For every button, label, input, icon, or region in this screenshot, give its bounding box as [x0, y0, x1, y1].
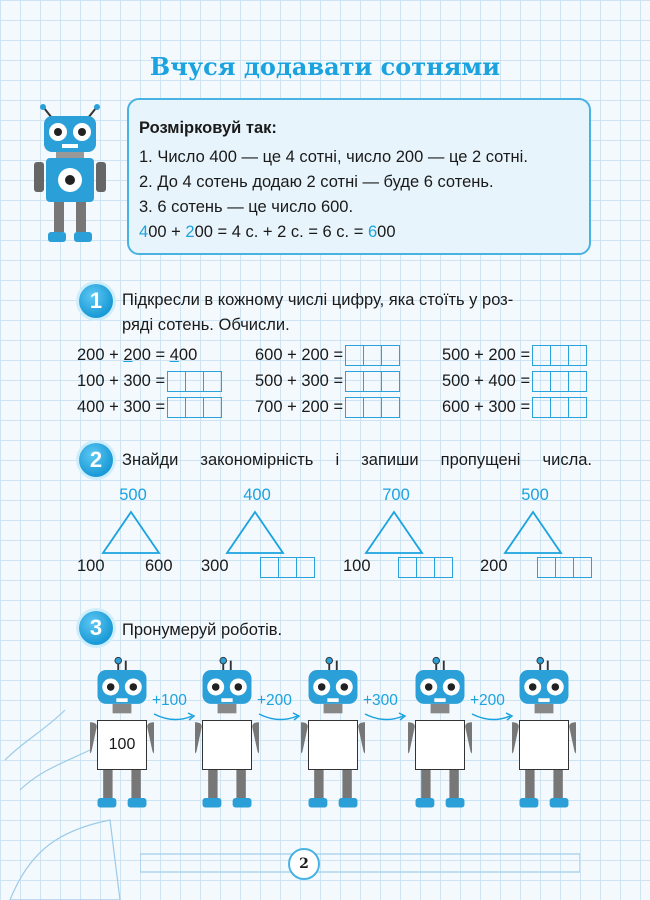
task-2-number: 2: [79, 443, 113, 477]
page-number: 2: [288, 848, 320, 880]
task-1-expr-8: 700 + 200 =: [255, 396, 400, 418]
triangle-3-shape: [364, 510, 424, 555]
step-arrow-3-icon: [363, 710, 409, 724]
triangle-1-shape: [101, 510, 161, 555]
ruler-icon: [140, 852, 580, 874]
task-1-number: 1: [79, 284, 113, 318]
step-arrow-1-icon: [152, 710, 198, 724]
page-title: Вчуся додавати сотнями: [149, 52, 501, 81]
robot-3-number-box[interactable]: [308, 720, 358, 770]
task-1-text-line1: Підкресли в кожному числі цифру, яка стоїть у роз-: [122, 291, 514, 309]
triangle-2-answer-cells[interactable]: [260, 557, 315, 578]
step-label-1: +100: [152, 692, 187, 709]
hint-line-2: 2. До 4 сотень додаю 2 сотні — буде 6 сотень.: [139, 173, 494, 191]
step-arrow-2-icon: [257, 710, 303, 724]
hint-line-3: 3. 6 сотень — це число 600.: [139, 198, 354, 216]
task-1-expr-1: 200 + 2 00 = 4 00: [77, 346, 198, 364]
robot-4-number-box[interactable]: [415, 720, 465, 770]
answer-cells[interactable]: [532, 345, 587, 366]
book-decoration-icon: [0, 700, 130, 900]
hint-example: 400 + 200 = 4 с. + 2 с. = 6 с. = 600: [139, 223, 396, 241]
task-3-number: 3: [79, 611, 113, 645]
task-1-expr-7: 400 + 300 =: [77, 396, 222, 418]
robot-1-number-box[interactable]: 100: [97, 720, 147, 770]
step-label-4: +200: [470, 692, 505, 709]
step-arrow-4-icon: [470, 710, 516, 724]
answer-cells[interactable]: [167, 371, 222, 392]
step-label-3: +300: [363, 692, 398, 709]
robot-5-number-box[interactable]: [519, 720, 569, 770]
answer-cells[interactable]: [345, 371, 400, 392]
answer-cells[interactable]: [532, 397, 587, 418]
task-3-text: Пронумеруй роботів.: [122, 621, 283, 639]
hint-heading: Розмірковуй так:: [139, 119, 277, 137]
triangle-4-top: 500: [521, 486, 549, 504]
triangle-4-shape: [503, 510, 563, 555]
triangle-2-shape: [225, 510, 285, 555]
answer-cells[interactable]: [345, 345, 400, 366]
step-label-2: +200: [257, 692, 292, 709]
task-1-expr-4: 100 + 300 =: [77, 370, 222, 392]
task-1-text: [122, 288, 592, 338]
triangle-3-top: 700: [382, 486, 410, 504]
triangle-3-left: 100: [343, 557, 371, 575]
triangle-2-top: 400: [243, 486, 271, 504]
answer-cells[interactable]: [167, 397, 222, 418]
task-2-text: Знайди закономірність і запиши пропущені числа.: [122, 451, 592, 469]
task-1-expr-2: 600 + 200 =: [255, 344, 400, 366]
task-1-text-line2: ряді сотень. Обчисли.: [122, 316, 290, 334]
triangle-4-answer-cells[interactable]: [537, 557, 592, 578]
task-1-expr-6: 500 + 400 =: [442, 370, 587, 392]
triangle-2-left: 300: [201, 557, 229, 575]
hint-line-1: 1. Число 400 — це 4 сотні, число 200 — це 2 сотні.: [139, 148, 528, 166]
triangle-4-left: 200: [480, 557, 508, 575]
triangle-3-answer-cells[interactable]: [398, 557, 453, 578]
robot-2-number-box[interactable]: [202, 720, 252, 770]
task-1-expr-9: 600 + 300 =: [442, 396, 587, 418]
answer-cells[interactable]: [345, 397, 400, 418]
triangle-1-top: 500: [119, 486, 147, 504]
robot-mascot-icon: [30, 104, 110, 246]
hint-box: [127, 98, 591, 255]
task-1-expr-5: 500 + 300 =: [255, 370, 400, 392]
triangle-1-left: 100: [77, 557, 105, 575]
task-1-expr-3: 500 + 200 =: [442, 344, 587, 366]
answer-cells[interactable]: [532, 371, 587, 392]
triangle-1-right: 600: [145, 557, 173, 575]
